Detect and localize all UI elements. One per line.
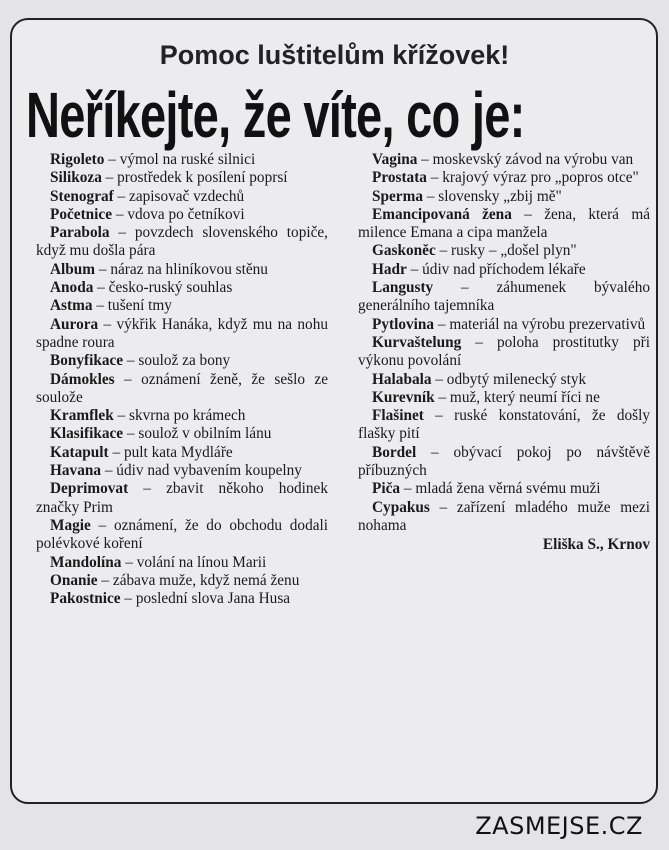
glossary-entry [358, 371, 650, 389]
entry-dash: – [511, 205, 545, 223]
right-column [358, 151, 650, 555]
entry-dash: – [429, 498, 457, 516]
glossary-entry [36, 352, 328, 370]
glossary-entry [358, 316, 650, 334]
entry-dash: – [435, 242, 452, 260]
entry-term: Havana [50, 462, 101, 480]
glossary-entry [36, 425, 328, 443]
entry-dash: – [108, 443, 124, 461]
entry-definition: vdova po četníkovi [127, 205, 245, 223]
entry-term: Vagina [372, 151, 418, 168]
glossary-entry [36, 517, 328, 554]
entry-term: Parabola [50, 224, 110, 242]
entry-definition: výkřik Hanáka, když mu na nohu spadne roura [36, 315, 328, 351]
entry-dash: – [97, 571, 113, 589]
glossary-entry [358, 407, 650, 444]
entry-dash: – [98, 315, 117, 333]
glossary-entry [36, 407, 328, 425]
entry-dash: – [434, 315, 450, 333]
entry-dash: – [101, 462, 117, 480]
entry-term: Silikoza [50, 169, 102, 187]
entry-term: Astma [50, 297, 93, 315]
glossary-entry [358, 206, 650, 243]
kicker-headline: Pomoc luštitelům křížovek! [159, 40, 510, 70]
entry-dash: – [416, 443, 454, 461]
entry-definition: údiv nad vybavením koupelny [116, 462, 302, 480]
entry-term: Onanie [50, 571, 98, 589]
entry-dash: – [93, 279, 109, 297]
glossary-entry [358, 188, 650, 206]
entry-term: Dámokles [50, 370, 115, 388]
glossary-entry [358, 151, 650, 169]
entry-dash: – [431, 370, 447, 388]
entry-term: Kurevník [372, 388, 435, 406]
entry-dash: – [406, 260, 423, 278]
entry-term: Rigoleto [50, 151, 105, 168]
entry-term: Aurora [50, 315, 99, 333]
entry-term: Album [50, 260, 96, 278]
glossary-entry [36, 316, 328, 353]
glossary-entry [358, 242, 650, 260]
glossary-entry [36, 444, 328, 462]
entry-definition: volání na línou Marii [136, 553, 267, 571]
entry-term: Magie [50, 516, 91, 534]
entry-dash: – [400, 480, 416, 498]
entry-dash: – [123, 352, 139, 370]
glossary-entry [36, 297, 328, 315]
entry-term: Cypakus [372, 498, 430, 516]
entry-dash: – [434, 388, 450, 406]
glossary-entry [36, 480, 328, 517]
entry-definition: skvrna po krámech [129, 407, 246, 425]
glossary-entry [358, 334, 650, 371]
entry-dash: – [113, 407, 130, 425]
entry-definition: krajový výraz pro „popros otce" [442, 169, 639, 187]
glossary-entry [36, 590, 328, 608]
entry-term: Bonyfikace [50, 352, 124, 370]
entry-dash: – [461, 333, 497, 351]
entry-dash: – [92, 297, 108, 315]
entry-dash: – [423, 407, 455, 425]
entry-dash: – [112, 205, 128, 223]
glossary-entry [36, 572, 328, 590]
entry-term: Sperma [372, 187, 423, 205]
glossary-entry [358, 279, 650, 316]
glossary-entry [358, 499, 650, 536]
glossary-entry [358, 389, 650, 407]
entry-definition: česko-ruský souhlas [108, 279, 233, 297]
glossary-entry [358, 169, 650, 187]
glossary-entry [36, 224, 328, 261]
entry-definition: materiál na výrobu prezervativů [449, 315, 646, 333]
entry-definition: pult kata Mydláře [123, 443, 233, 461]
glossary-entry [36, 279, 328, 297]
entry-term: Kurvaštelung [372, 333, 462, 351]
glossary-entry [358, 480, 650, 498]
entry-definition: odbytý milenecký styk [446, 370, 587, 388]
entry-dash: – [120, 590, 136, 608]
entry-definition: slovensky „zbij mě" [438, 187, 562, 205]
entry-definition: soulož za bony [138, 352, 231, 370]
entry-dash: – [426, 169, 443, 187]
entry-definition: poslední slova Jana Husa [135, 590, 291, 608]
entry-definition: mladá žena věrná svému muži [415, 480, 601, 498]
left-column [36, 151, 328, 608]
entry-term: Kramflek [50, 407, 114, 425]
glossary-entry [36, 554, 328, 572]
glossary-entry [36, 371, 328, 408]
entry-definition: tušení tmy [107, 297, 172, 315]
entry-term: Klasifikace [50, 425, 124, 443]
entry-dash: – [113, 187, 130, 205]
entry-dash: – [121, 553, 137, 571]
entry-definition: poloha prostitutky při výkonu povolání [358, 333, 650, 370]
entry-term: Bordel [372, 443, 417, 461]
entry-definition: údiv nad příchodem lékaře [422, 260, 586, 278]
site-watermark: ZASMEJSE.CZ [475, 812, 643, 840]
entry-definition: zařízení mladého muže mezi nohama [358, 498, 651, 534]
entry-definition: muž, který neumí říci ne [449, 388, 600, 406]
entry-term: Gaskoněc [372, 242, 436, 260]
entry-definition: moskevský závod na výrobu van [432, 151, 634, 168]
entry-term: Hadr [372, 260, 407, 278]
glossary-entry [36, 206, 328, 224]
entry-dash: – [423, 187, 439, 205]
entry-term: Prostata [372, 169, 427, 187]
entry-definition: zábava muže, když nemá ženu [112, 571, 300, 589]
entry-term: Anoda [50, 279, 94, 297]
entry-definition: náraz na hliníkovou stěnu [110, 260, 268, 278]
entry-dash: – [123, 425, 139, 443]
entry-term: Pytlovina [372, 315, 435, 333]
glossary-entry [36, 169, 328, 187]
entry-definition: zapisovač vzdechů [129, 187, 245, 205]
entry-term: Piča [372, 480, 401, 498]
entry-dash: – [433, 279, 497, 297]
entry-definition: rusky – „došel plyn" [451, 242, 577, 260]
entry-dash: – [95, 260, 111, 278]
entry-dash: – [90, 516, 114, 534]
entry-dash: – [128, 480, 167, 498]
glossary-entry [36, 188, 328, 206]
entry-term: Deprimovat [50, 480, 129, 498]
entry-definition: oznámení ženě, že sešlo ze soulože [36, 370, 328, 406]
entry-definition: zbavit někoho hodinek značky Prim [36, 480, 328, 516]
entry-term: Emancipovaná žena [372, 205, 512, 223]
entry-term: Pakostnice [50, 590, 121, 608]
entry-definition: obývací pokoj po návštěvě příbuzných [358, 443, 650, 480]
entry-term: Početnice [50, 205, 113, 223]
entry-definition: povzdech slovenského topiče, když mu došla pára [36, 224, 328, 260]
glossary-entry [36, 261, 328, 279]
entry-dash: – [101, 169, 118, 187]
entry-term: Flašinet [372, 407, 424, 425]
entry-definition: oznámení, že do obchodu dodali polévkové koření [36, 516, 329, 553]
entry-dash: – [104, 151, 120, 168]
entry-definition: soulož v obilním lánu [138, 425, 272, 443]
glossary-entry [358, 261, 650, 279]
author-signature: Eliška S., Krnov [542, 536, 650, 554]
entry-term: Mandolína [50, 553, 122, 571]
entry-term: Langusty [372, 279, 434, 297]
entry-definition: ruské konstatování, že došly flašky pití [358, 407, 650, 443]
entry-definition: záhumenek bývalého generálního tajemníka [358, 279, 651, 315]
glossary-entry [36, 151, 328, 169]
entry-dash: – [114, 370, 142, 388]
entry-definition: prostředek k posílení poprsí [117, 169, 288, 187]
entry-dash: – [109, 224, 135, 242]
glossary-entry [358, 444, 650, 481]
entry-term: Katapult [50, 443, 109, 461]
glossary-entry [36, 462, 328, 480]
entry-dash: – [417, 151, 433, 168]
entry-term: Stenograf [50, 187, 114, 205]
main-title: Neříkejte, že víte, co je: [26, 79, 525, 151]
entry-term: Halabala [372, 370, 432, 388]
entry-definition: žena, která má milence Emana a cipa manžela [358, 205, 651, 242]
entry-definition: výmol na ruské silnici [119, 151, 256, 168]
